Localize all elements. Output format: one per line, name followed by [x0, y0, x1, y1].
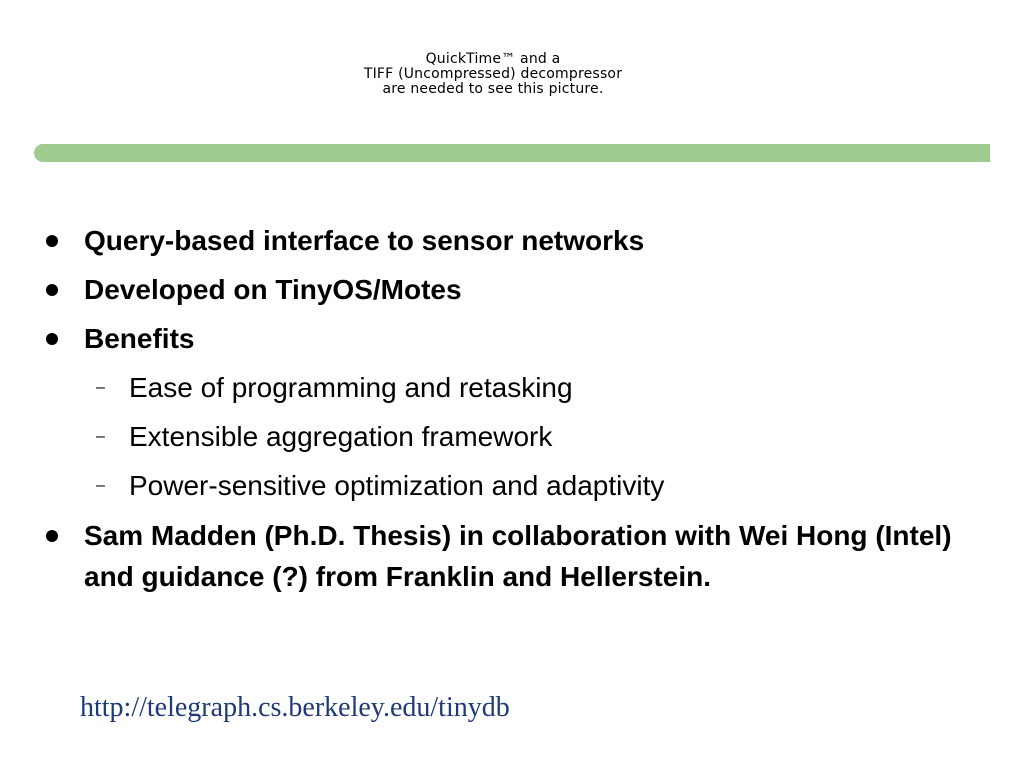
missing-image-placeholder	[300, 52, 686, 97]
bullet-item: Query-based interface to sensor networks	[84, 225, 645, 256]
bullet-item: Sam Madden (Ph.D. Thesis) in collaboration with Wei Hong (Intel) and guidance (?) from Franklin and Hellerstein.	[84, 520, 952, 592]
bullet-dot-icon	[46, 333, 58, 345]
sub-bullet-item: Ease of programming and retasking	[129, 372, 573, 403]
sub-bullet-item: Extensible aggregation framework	[129, 421, 553, 452]
sub-bullet-dash-icon: –	[96, 428, 105, 445]
bullet-item: Developed on TinyOS/Motes	[84, 274, 462, 305]
placeholder-line-3: are needed to see this picture.	[382, 81, 604, 97]
footer-url-link[interactable]: http://telegraph.cs.berkeley.edu/tinydb	[80, 692, 510, 723]
placeholder-line-2: TIFF (Uncompressed) decompressor	[363, 66, 623, 82]
green-divider-bar	[34, 144, 990, 162]
sub-bullet-dash-icon: –	[96, 379, 105, 396]
bullet-item: Benefits	[84, 323, 195, 354]
bullet-dot-icon	[46, 530, 58, 542]
bullet-dot-icon	[46, 235, 58, 247]
sub-bullet-item: Power-sensitive optimization and adaptivity	[129, 470, 665, 501]
sub-bullet-dash-icon: –	[96, 477, 105, 494]
placeholder-line-1: QuickTime™ and a	[425, 51, 561, 67]
bullet-dot-icon	[46, 284, 58, 296]
